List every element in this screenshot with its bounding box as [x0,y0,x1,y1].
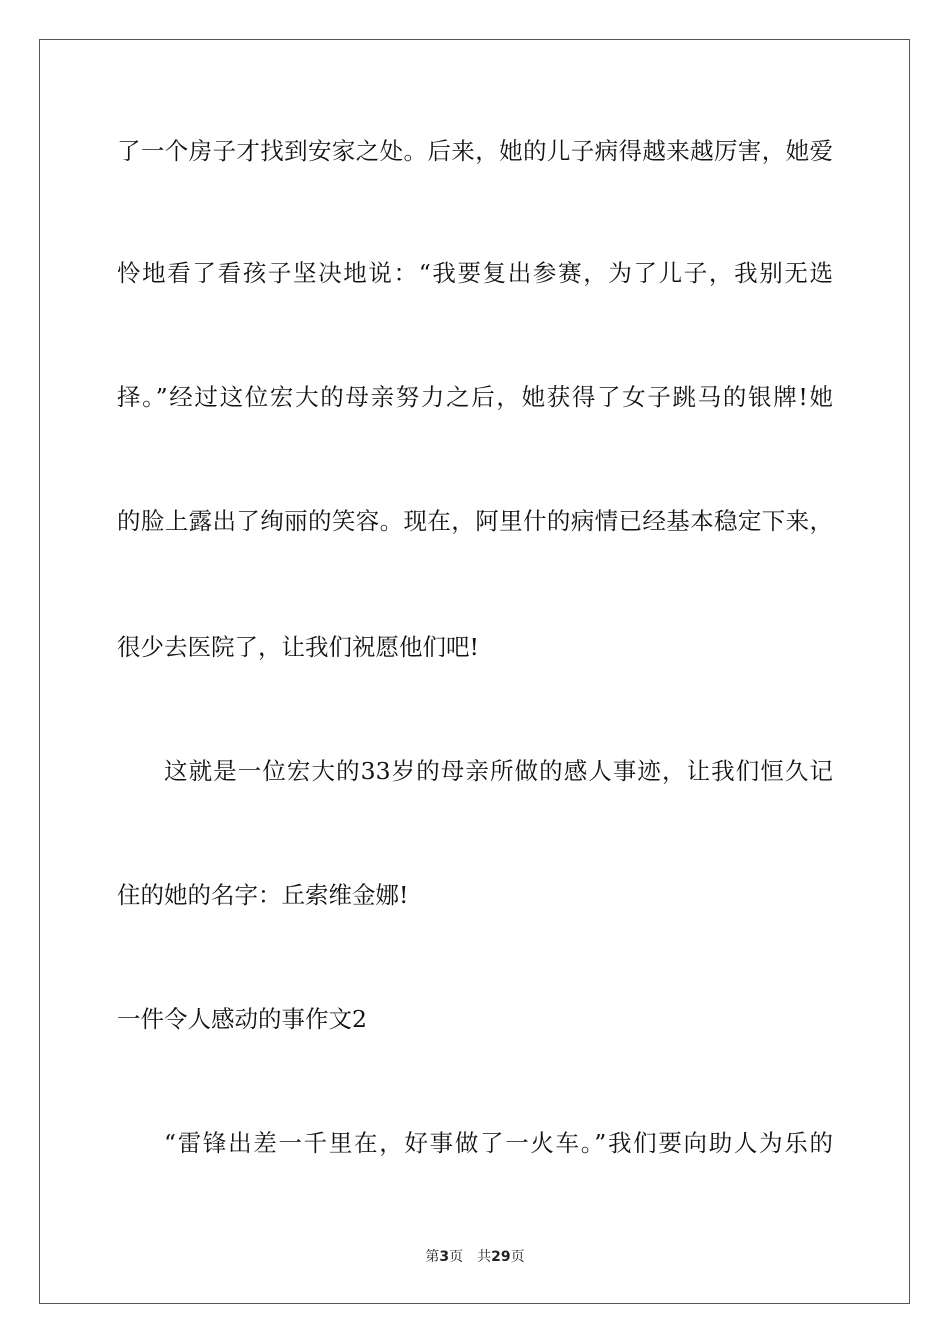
paragraph-2-line-2: 住的她的名字：丘索维金娜! [117,881,409,909]
footer-total-suffix: 页 [510,1249,525,1265]
paragraph-2-line-1: 这就是一位宏大的33岁的母亲所做的感人事迹，让我们恒久记 [164,757,833,785]
page-border [39,39,910,1304]
paragraph-1-line-4: 的脸上露出了绚丽的笑容。现在，阿里什的病情已经基本稳定下来， [117,507,833,535]
footer-page-suffix: 页 [449,1249,464,1265]
page-footer [0,1246,950,1266]
footer-page-number: 3 [439,1249,450,1265]
paragraph-1-line-5: 很少去医院了，让我们祝愿他们吧! [117,633,479,661]
paragraph-3-line-1: “雷锋出差一千里在，好事做了一火车。”我们要向助人为乐的 [164,1129,833,1157]
footer-page-prefix: 第 [425,1249,440,1265]
paragraph-1-line-2: 怜地看了看孩子坚决地说：“我要复出参赛，为了儿子，我别无选 [117,259,833,287]
paragraph-1-line-1: 了一个房子才找到安家之处。后来，她的儿子病得越来越厉害，她爱 [117,137,833,165]
footer-total-pages: 29 [491,1249,511,1265]
paragraph-1-line-3: 择。”经过这位宏大的母亲努力之后，她获得了女子跳马的银牌!她 [117,383,833,411]
section-heading: 一件令人感动的事作文2 [117,1005,367,1033]
footer-total-prefix: 共 [477,1249,492,1265]
